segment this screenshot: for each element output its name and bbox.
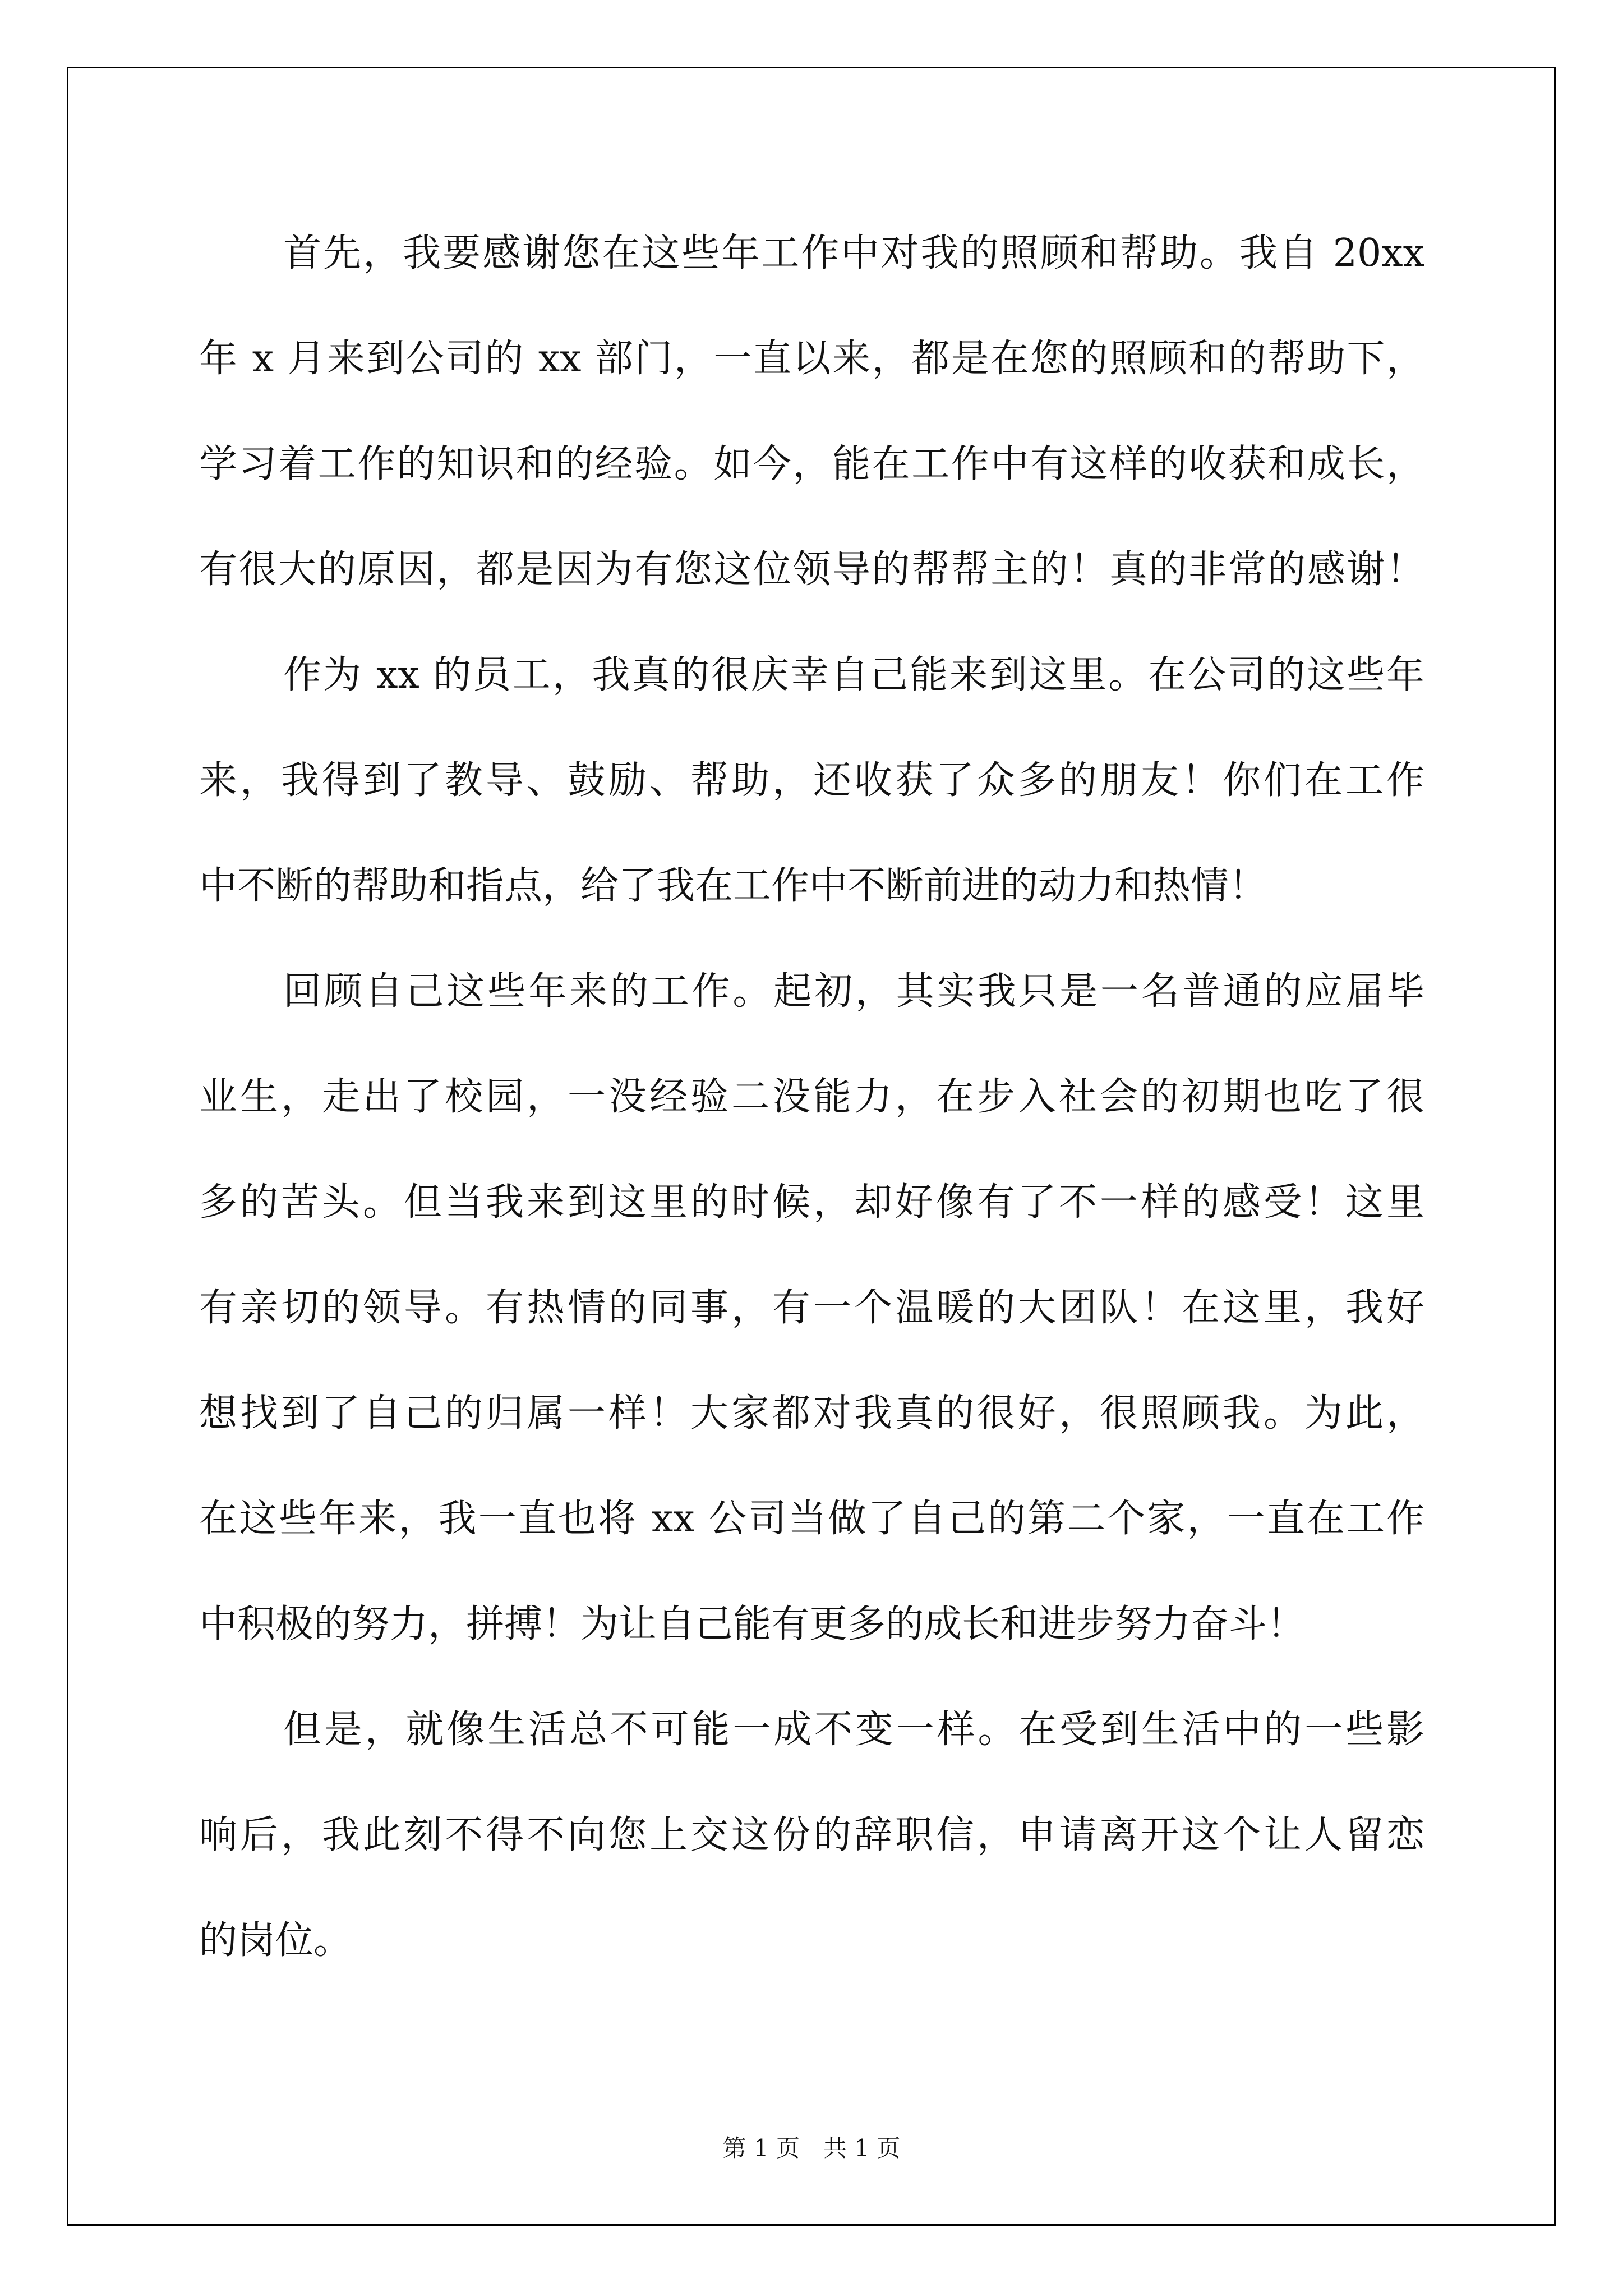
- text-line: 在这些年来，我一直也将 xx 公司当做了自己的第二个家，一直在工作: [199, 1497, 1424, 1541]
- page-number-footer: 第 1 页 共 1 页: [722, 2134, 901, 2162]
- text-line: 响后，我此刻不得不向您上交这份的辞职信，申请离开这个让人留恋: [199, 1813, 1424, 1857]
- text-line: 中积极的努力，拼搏！为让自己能有更多的成长和进步努力奋斗！: [199, 1602, 1306, 1646]
- text-line: 的岗位。: [199, 1918, 352, 1963]
- text-line: 来，我得到了教导、鼓励、帮助，还收获了众多的朋友！你们在工作: [199, 758, 1424, 803]
- text-line: 业生，走出了校园，一没经验二没能力，在步入社会的初期也吃了很: [199, 1075, 1424, 1119]
- text-line: 学习着工作的知识和的经验。如今，能在工作中有这样的收获和成长，: [199, 442, 1424, 486]
- text-line: 有很大的原因，都是因为有您这位领导的帮帮主的！真的非常的感谢！: [199, 547, 1424, 592]
- text-line: 首先，我要感谢您在这些年工作中对我的照顾和帮助。我自 20xx: [283, 231, 1424, 275]
- text-line: 回顾自己这些年来的工作。起初，其实我只是一名普通的应届毕: [283, 969, 1424, 1014]
- text-line: 多的苦头。但当我来到这里的时候，却好像有了不一样的感受！这里: [199, 1180, 1424, 1225]
- text-line: 作为 xx 的员工，我真的很庆幸自己能来到这里。在公司的这些年: [283, 653, 1424, 697]
- text-line: 有亲切的领导。有热情的同事，有一个温暖的大团队！在这里，我好: [199, 1286, 1424, 1330]
- text-line: 年 x 月来到公司的 xx 部门，一直以来，都是在您的照顾和的帮助下，: [199, 337, 1424, 381]
- text-line: 但是，就像生活总不可能一成不变一样。在受到生活中的一些影: [283, 1708, 1424, 1752]
- text-line: 想找到了自己的归属一样！大家都对我真的很好，很照顾我。为此，: [199, 1391, 1424, 1435]
- text-line: 中不断的帮助和指点，给了我在工作中不断前进的动力和热情！: [199, 864, 1267, 908]
